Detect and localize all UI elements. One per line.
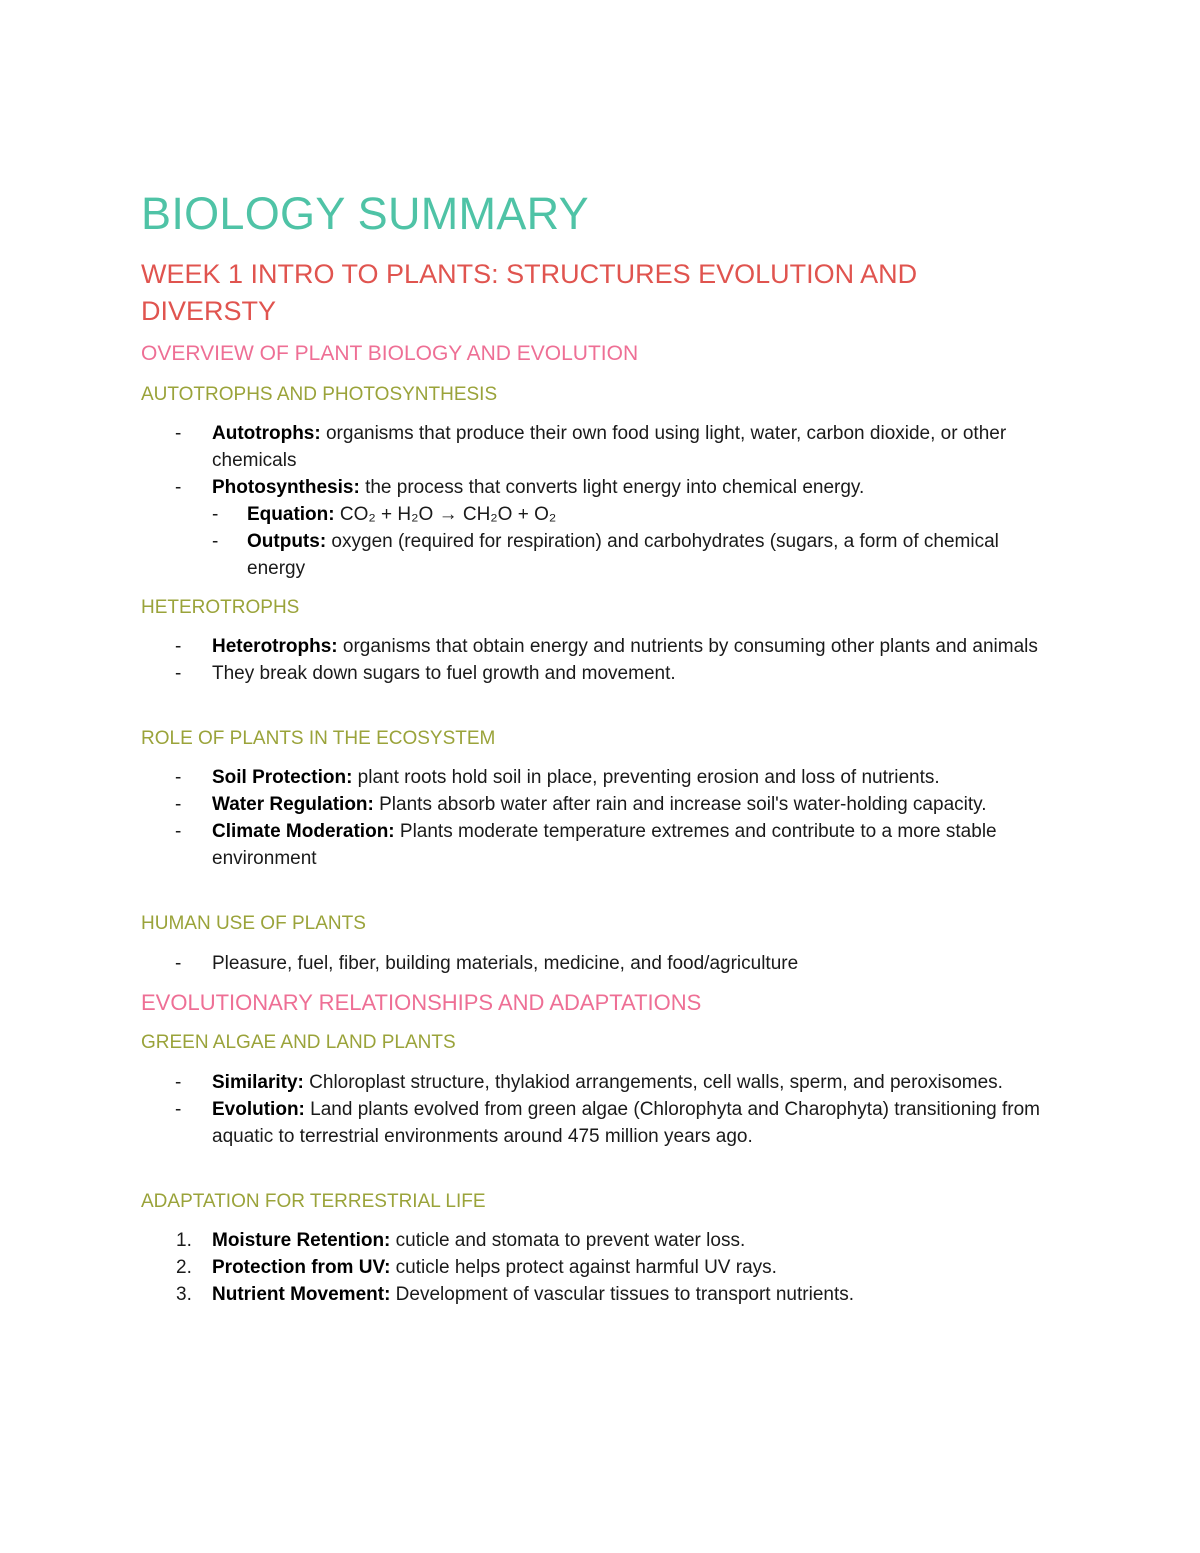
list-item: - Evolution: Land plants evolved from green algae (Chlorophyta and Charophyta) transitioning from aquatic to terrestrial environments around 475 million years ago. (175, 1099, 1040, 1147)
section-heading-overview: OVERVIEW OF PLANT BIOLOGY AND EVOLUTION (141, 342, 639, 365)
heterotrophs-list (141, 633, 1051, 687)
human-use-list (141, 950, 1051, 977)
subheading-heterotrophs: HETEROTROPHS (141, 597, 300, 618)
document-title: BIOLOGY SUMMARY (141, 188, 589, 239)
section-heading-evolution: EVOLUTIONARY RELATIONSHIPS AND ADAPTATIONS (141, 990, 702, 1015)
list-item: - Pleasure, fuel, fiber, building materials, medicine, and food/agriculture (175, 953, 799, 974)
list-item: - They break down sugars to fuel growth and movement. (175, 663, 676, 684)
list-item: - Climate Moderation: Plants moderate temperature extremes and contribute to a more stable environment (175, 821, 997, 869)
list-item: - Heterotrophs: organisms that obtain energy and nutrients by consuming other plants and animals (175, 636, 1038, 657)
list-item: - Soil Protection: plant roots hold soil in place, preventing erosion and loss of nutrients. (175, 767, 940, 788)
list-item: - Autotrophs: organisms that produce their own food using light, water, carbon dioxide, or other chemicals (175, 423, 1007, 471)
list-item: 3. Nutrient Movement: Development of vascular tissues to transport nutrients. (176, 1284, 855, 1305)
terrestrial-list (141, 1227, 1051, 1308)
week-heading: WEEK 1 INTRO TO PLANTS: STRUCTURES EVOLUTION AND DIVERSTY (141, 259, 918, 326)
subheading-green-algae: GREEN ALGAE AND LAND PLANTS (141, 1032, 456, 1053)
subheading-ecosystem: ROLE OF PLANTS IN THE ECOSYSTEM (141, 728, 496, 749)
subheading-autotrophs: AUTOTROPHS AND PHOTOSYNTHESIS (141, 384, 498, 405)
autotrophs-list (141, 420, 1051, 582)
list-item: 2. Protection from UV: cuticle helps protect against harmful UV rays. (176, 1257, 777, 1278)
green-algae-list (141, 1069, 1051, 1150)
sub-list-item: - Equation: CO₂ + H₂O → CH₂O + O₂ (212, 504, 557, 525)
list-item: - Similarity: Chloroplast structure, thylakiod arrangements, cell walls, sperm, and peroxisomes. (175, 1072, 1003, 1093)
list-item: 1. Moisture Retention: cuticle and stomata to prevent water loss. (176, 1230, 746, 1251)
sub-list-item: - Outputs: oxygen (required for respiration) and carbohydrates (sugars, a form of chemical energy (212, 531, 999, 579)
list-item: - Photosynthesis: the process that converts light energy into chemical energy. (175, 477, 865, 498)
ecosystem-list (141, 764, 1051, 872)
subheading-terrestrial: ADAPTATION FOR TERRESTRIAL LIFE (141, 1191, 486, 1212)
list-item: - Water Regulation: Plants absorb water after rain and increase soil's water-holding capacity. (175, 794, 987, 815)
subheading-human-use: HUMAN USE OF PLANTS (141, 913, 366, 934)
